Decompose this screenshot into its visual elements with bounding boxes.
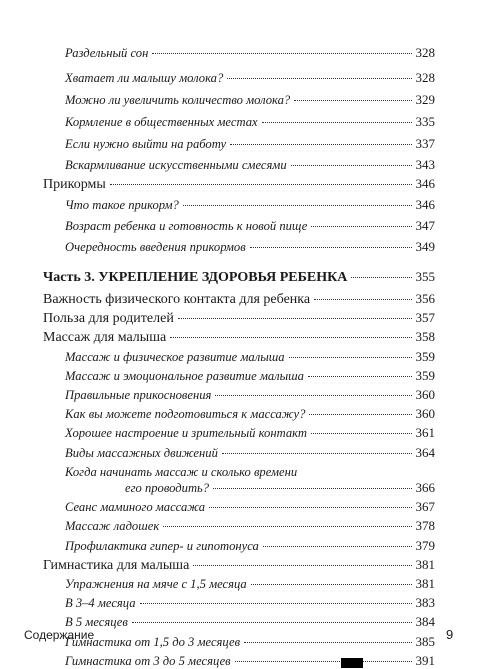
toc-entry	[43, 176, 435, 193]
toc-entry-page: 384	[415, 614, 435, 630]
leader-dots	[140, 603, 412, 604]
toc-entry	[43, 70, 435, 86]
leader-dots	[262, 122, 412, 123]
toc-entry-title: В 3–4 месяца	[65, 596, 136, 611]
toc-entry-page: 358	[415, 329, 435, 345]
toc-entry-page: 355	[415, 269, 435, 284]
toc-entry	[43, 92, 435, 108]
toc-entry-page: 381	[415, 556, 435, 572]
toc-entry-page: 361	[415, 425, 435, 441]
toc-entry	[43, 114, 435, 130]
toc-entry-page: 385	[415, 633, 435, 649]
toc-entry-title: Массаж и эмоциональное развитие малыша	[65, 368, 304, 383]
toc-entry-title: Важность физического контакта для ребенка	[43, 292, 311, 307]
toc-entry	[43, 291, 435, 308]
toc-entry-title: Массаж и физическое развитие малыша	[65, 349, 285, 364]
leader-dots	[314, 299, 411, 300]
toc-entry-title: Очередность введения прикормов	[65, 240, 246, 254]
leader-dots	[244, 642, 411, 643]
toc-entry	[43, 480, 435, 496]
running-footer-section: Содержание	[24, 628, 95, 642]
toc-entry-title: Хорошее настроение и зрительный контакт	[65, 426, 307, 441]
leader-dots	[309, 414, 411, 415]
toc-entry-title: Когда начинать массаж и сколько времени	[65, 464, 298, 479]
toc-entry-title: Вскармливание искусственными смесями	[65, 158, 287, 172]
toc-entry-title: Гимнастика от 3 до 5 месяцев	[65, 653, 231, 668]
toc-entry-page: 346	[415, 197, 435, 212]
toc-entry-page: 337	[415, 136, 435, 151]
toc-entry-title: Возраст ребенка и готовность к новой пище	[65, 219, 308, 233]
toc-entry-page: 347	[415, 218, 435, 233]
toc-entry	[43, 197, 435, 213]
toc-entry-page: 346	[415, 176, 435, 191]
toc-entry	[43, 310, 435, 327]
scan-edge-mark	[341, 658, 363, 668]
leader-dots	[235, 661, 412, 662]
toc-entry	[43, 445, 435, 461]
toc-entry-page: 359	[415, 348, 435, 364]
toc-entry-page: 328	[415, 70, 435, 85]
toc-entry-page: 381	[415, 576, 435, 591]
toc-entry-title: В 5 месяцев	[65, 615, 128, 630]
toc-entry	[43, 406, 435, 422]
toc-entry	[43, 557, 435, 574]
toc-entry-page: 378	[415, 518, 435, 534]
toc-entry	[43, 157, 435, 173]
leader-dots	[311, 226, 411, 227]
toc-entry	[43, 45, 435, 61]
toc-entry	[43, 349, 435, 365]
leader-dots	[263, 546, 412, 547]
toc-entry-page: 379	[415, 537, 435, 553]
toc-entry	[43, 538, 435, 554]
leader-dots	[215, 395, 411, 396]
toc-entry-page: 366	[415, 480, 435, 495]
toc-entry-page: 360	[415, 406, 435, 422]
toc-entry	[43, 576, 435, 592]
toc-entry-title: Кормление в общественных местах	[65, 115, 258, 129]
toc-entry-page: 343	[415, 157, 435, 172]
leader-dots	[251, 584, 412, 585]
toc-entry-title: Часть 3. УКРЕПЛЕНИЕ ЗДОРОВЬЯ РЕБЕНКА	[43, 270, 348, 285]
leader-dots	[213, 488, 411, 489]
leader-dots	[110, 184, 412, 185]
leader-dots	[291, 165, 412, 166]
toc-entry-page: 357	[415, 310, 435, 326]
leader-dots	[294, 100, 411, 101]
toc-entry	[43, 218, 435, 234]
toc-entry	[43, 518, 435, 534]
leader-dots	[222, 453, 412, 454]
toc-entry	[43, 239, 435, 255]
leader-dots	[351, 277, 411, 278]
toc-entry-title: Что такое прикорм?	[65, 198, 179, 212]
leader-dots	[152, 53, 411, 54]
leader-dots	[163, 526, 411, 527]
toc-part-heading	[43, 269, 435, 286]
toc-entry	[43, 329, 435, 346]
toc-entry	[43, 614, 435, 630]
toc-entry-title: Можно ли увеличить количество молока?	[65, 93, 291, 107]
toc-entry-page: 383	[415, 595, 435, 611]
toc-entry-title: Польза для родителей	[43, 311, 174, 327]
toc-entry-title: Как вы можете подготовиться к массажу?	[65, 407, 306, 422]
toc-entry	[43, 425, 435, 441]
leader-dots	[170, 337, 411, 338]
toc-entry-page: 329	[415, 92, 435, 107]
leader-dots	[289, 357, 412, 358]
toc-entry-title: Хватает ли малышу молока?	[65, 71, 224, 85]
toc-entry-page: 391	[415, 652, 435, 668]
toc-entry-title: Сеанс маминого массажа	[65, 500, 206, 515]
toc-entry-page: 359	[415, 367, 435, 383]
toc-entry	[43, 595, 435, 611]
toc-entry-title: Прикормы	[43, 177, 106, 192]
toc-entry-page: 360	[415, 387, 435, 402]
leader-dots	[227, 78, 411, 79]
toc-entry-title: Гимнастика для малыша	[43, 557, 190, 573]
toc-entry-title: Раздельный сон	[65, 46, 149, 60]
toc-entry-title: Массаж ладошек	[65, 519, 160, 534]
toc-entry-page: 349	[415, 239, 435, 254]
toc-entry-title: Виды массажных движений	[65, 445, 218, 460]
leader-dots	[178, 318, 412, 319]
toc-entry	[43, 634, 435, 650]
toc-entry-title: Правильные прикосновения	[65, 388, 212, 402]
leader-dots	[132, 622, 412, 623]
toc-entry-page: 367	[415, 499, 435, 515]
toc-entry	[43, 653, 435, 669]
leader-dots	[250, 247, 412, 248]
leader-dots	[183, 205, 412, 206]
toc-entry-title-continued: его проводить?	[125, 481, 210, 495]
toc-entry	[43, 387, 435, 403]
toc-entry-title: Профилактика гипер- и гипотонуса	[65, 538, 259, 553]
toc-entry	[43, 499, 435, 515]
toc-entry	[43, 368, 435, 384]
leader-dots	[230, 144, 411, 145]
leader-dots	[308, 376, 412, 377]
toc-entry-title: Упражнения на мяче с 1,5 месяца	[65, 577, 247, 591]
toc-entry-page: 335	[415, 114, 435, 129]
toc-entry-page: 328	[415, 45, 435, 60]
toc-entry-title: Если нужно выйти на работу	[65, 137, 227, 151]
leader-dots	[193, 565, 411, 566]
toc-entry-page: 356	[415, 291, 435, 306]
page-number: 9	[446, 627, 454, 642]
leader-dots	[311, 433, 412, 434]
leader-dots	[209, 507, 411, 508]
toc-entry-page: 364	[415, 444, 435, 460]
toc-entry	[43, 136, 435, 152]
toc-entry-title: Массаж для малыша	[43, 330, 167, 346]
toc-entry-title: Гимнастика от 1,5 до 3 месяцев	[65, 634, 241, 649]
